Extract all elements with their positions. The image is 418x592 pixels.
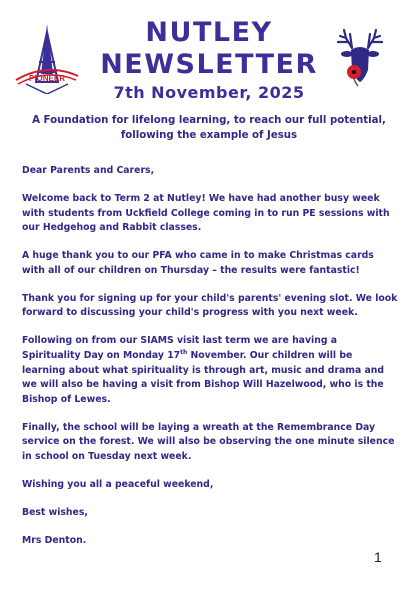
letter-signoff: Best wishes, (22, 506, 88, 518)
p4-text-after: November. Our children will be learning about what spirituality is through art, music and drama and we will also be having a visit from Bishop Will Hazelwood, who is the Bishop of Lewes. (22, 349, 385, 405)
deer-poppy-logo-icon (332, 26, 388, 88)
letter-paragraph: Thank you for signing up for your child's parents' evening slot. We look forward to discussing your child's progress with you next week. (22, 292, 398, 319)
newsletter-title-line2: NEWSLETTER (100, 49, 318, 80)
logo-text: PIONEER (28, 74, 66, 83)
letter-paragraph: A huge thank you to our PFA who came in to make Christmas cards with all of our children on Thursday – the results were fantastic! (22, 250, 374, 276)
newsletter-date: 7th November, 2025 (113, 83, 305, 102)
letter-signature: Mrs Denton. (22, 534, 87, 546)
letter-paragraph: Finally, the school will be laying a wreath at the Remembrance Day service on the forest. We will also be observing the one minute silence in school on Tuesday next week. (22, 421, 395, 462)
p4-superscript: th (180, 348, 188, 356)
motto-line1: A Foundation for lifelong learning, to reach our full potential, (32, 115, 386, 126)
page-number: 1 (374, 549, 382, 565)
motto-line2: following the example of Jesus (120, 130, 298, 141)
letter-paragraph: Welcome back to Term 2 at Nutley! We have had another busy week with students from Uckfield College coming in to run PE sessions with our Hedgehog and Rabbit classes. (22, 192, 390, 234)
p4-text-before: Following on from our SIAMS visit last term we are having a Spirituality Day on Monday 17 (22, 335, 337, 361)
school-motto (20, 113, 398, 143)
newsletter-title-line1: NUTLEY (145, 17, 273, 48)
letter-closing: Wishing you all a peaceful weekend, (22, 478, 214, 490)
letter-greeting: Dear Parents and Carers, (22, 165, 155, 176)
letter-paragraph-spirituality (22, 334, 398, 407)
letter-body (22, 164, 398, 562)
